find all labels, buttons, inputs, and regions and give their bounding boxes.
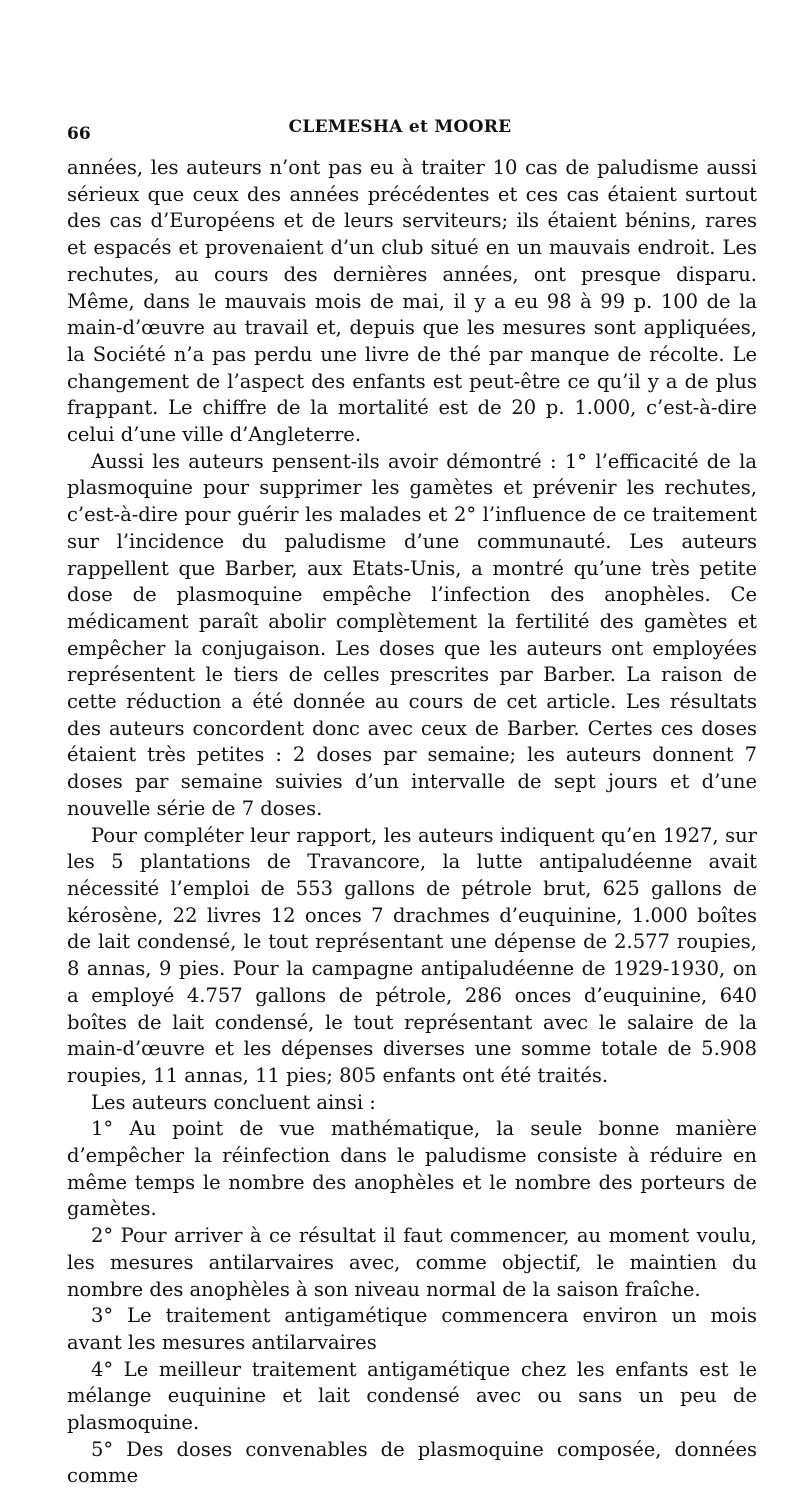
body-text xyxy=(67,155,757,1490)
conclusion-item-4: 4° Le meilleur traitement antigamétique chez les enfants est le mélange euquinine et lait condensé avec ou sans un peu de plasmoquine. xyxy=(67,1357,757,1435)
paragraph-costs: Pour compléter leur rapport, les auteurs indiquent qu’en 1927, sur les 5 plantations de Travancore, la lutte antipaludéenne avait nécessité l’emploi de 553 gallons de pétrole brut, 625 gallons de kérosène, 22 livres 12 onces 7 drachmes d’euquinine, 1.000 boîtes de lait condensé, le tout représentant une dépense de 2.577 roupies, 8 annas, 9 pies. Pour la campagne antipaludéenne de 1929-1930, on a employé 4.757 gallons de pétrole, 286 onces d’euquinine, 640 boîtes de lait condensé, le tout représentant avec le salaire de la main-d’œuvre et les dépenses diverses une somme totale de 5.908 roupies, 11 annas, 11 pies; 805 enfants ont été traités. xyxy=(67,823,757,1087)
conclusion-item-5: 5° Des doses convenables de plasmoquine composée, données comme xyxy=(67,1437,757,1488)
conclusion-item-3: 3° Le traitement antigamétique commencera environ un mois avant les mesures antilarvaires xyxy=(67,1304,757,1354)
conclusion-item-2: 2° Pour arriver à ce résultat il faut commencer, au moment voulu, les mesures antilarvaires avec, comme objectif, le maintien du nombre des anophèles à son niveau normal de la saison fraîche. xyxy=(67,1224,757,1301)
paragraph-continuation: années, les auteurs n’ont pas eu à traiter 10 cas de paludisme aussi sérieux que ceux des années précédentes et ces cas étaient surtout des cas d’Européens et de leurs serviteurs; ils étaient bénins, rares et espacés et provenaient d’un club situé en un mauvais endroit. Les rechutes, au cours des dernières années, ont presque disparu. Même, dans le mauvais mois de mai, il y a eu 98 à 99 p. 100 de la main-d’œuvre au travail et, depuis que les mesures sont appliquées, la Société n’a pas perdu une livre de thé par manque de récolte. Le changement de l’aspect des enfants est peut-être ce qu’il y a de plus frappant. Le chiffre de la mortalité est de 20 p. 1.000, c’est-à-dire celui d’une ville d’Angleterre. xyxy=(67,156,757,447)
page-number: 66 xyxy=(67,124,91,144)
paragraph-demonstration: Aussi les auteurs pensent-ils avoir démontré : 1° l’efficacité de la plasmoquine pour supprimer les gamètes et prévenir les rechutes, c’est-à-dire pour guérir les malades et 2° l’influence de ce traitement sur l’incidence du paludisme d’une communauté. Les auteurs rappellent que Barber, aux Etats-Unis, a montré qu’une très petite dose de plasmoquine empêche l’infection des anophèles. Ce médicament paraît abolir complètement la fertilité des gamètes et empêcher la conjugaison. Les doses que les auteurs ont employées représentent le tiers de celles prescrites par Barber. La raison de cette réduction a été donnée au cours de cet article. Les résultats des auteurs concordent donc avec ceux de Barber. Certes ces doses étaient très petites : 2 doses par semaine; les auteurs donnent 7 doses par semaine suivies d’un intervalle de sept jours et d’une nouvelle série de 7 doses. xyxy=(67,449,757,820)
running-head: CLEMESHA et MOORE xyxy=(288,117,512,137)
paragraph-conclusion-intro: Les auteurs concluent ainsi : xyxy=(91,1090,376,1114)
conclusion-item-1: 1° Au point de vue mathématique, la seule bonne manière d’empêcher la réinfection dans le paludisme consiste à réduire en même temps le nombre des anophèles et le nombre des porteurs de gamètes. xyxy=(67,1117,757,1221)
